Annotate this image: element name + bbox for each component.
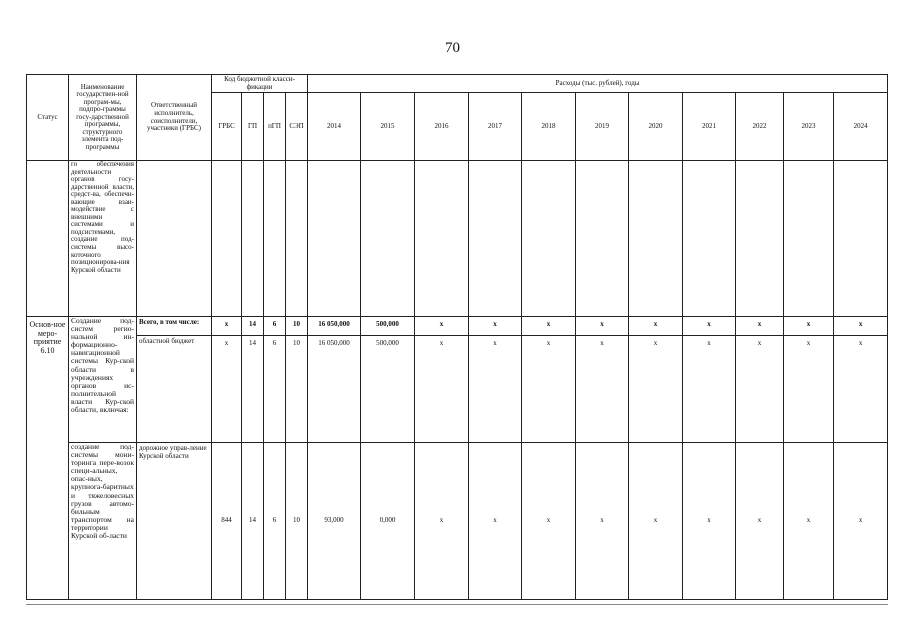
table-row-continuation [27,161,888,317]
header-year-2021: 2021 [683,93,736,161]
responsible-total: Всего, в том числе: [137,317,212,336]
code-cell: 14 [242,443,264,600]
value-cell: х [576,317,629,336]
header-code-sep: СЭП [286,93,308,161]
value-cell: х [522,317,576,336]
code-cell: 14 [242,336,264,443]
code-cell: 10 [286,443,308,600]
value-cell: х [784,443,834,600]
value-cell: х [683,317,736,336]
value-cell: х [415,443,469,600]
header-code-grbs: ГРБС [212,93,242,161]
responsible-regional: областной бюджет [137,336,212,443]
code-cell: 6 [264,336,286,443]
value-cell: х [834,336,888,443]
program-name-cell: го обеспечения деятельности органов госу-дарственной власти, средст-ва, обеспечи-вающие взаи-модействие с внешними системами и подсистемами, создание под-системы высо-коточного позиционирова-ния Курской области [69,161,137,317]
value-cell: 93,000 [308,443,361,600]
code-cell: 10 [286,336,308,443]
table-row-total [27,317,888,336]
value-cell: 0,000 [361,443,415,600]
header-responsible: Ответственный исполнитель, соисполнители, участники (ГРБС) [137,75,212,161]
value-cell: х [576,443,629,600]
header-year-2020: 2020 [629,93,683,161]
value-cell: х [469,336,522,443]
status-cell [27,161,69,317]
value-cell: х [736,443,784,600]
header-code-gp: ГП [242,93,264,161]
header-program-name: Наименование государствен-ной програм-мы, подпро-граммы госу-дарственной программы, структурного элемента под-программы [69,75,137,161]
table-row-submeasure [27,443,888,600]
budget-table [26,74,888,600]
header-year-2015: 2015 [361,93,415,161]
value-cell: х [834,443,888,600]
value-cell: х [629,317,683,336]
code-cell: 6 [264,443,286,600]
header-budget-code: Код бюджетной класси-фикации [212,75,308,93]
program-name-cell: создание под-системы мони-торинга пере-возок специ-альных, опас-ных, крупнога-баритных и тяжеловесных грузов автомо-бильным транспортом на территории Курской об-ласти [69,443,137,600]
header-year-2023: 2023 [784,93,834,161]
value-cell: х [629,336,683,443]
code-cell: 844 [212,443,242,600]
responsible-cell [137,161,212,317]
value-cell: х [736,336,784,443]
value-cell: х [834,317,888,336]
header-year-2017: 2017 [469,93,522,161]
value-cell: 500,000 [361,317,415,336]
header-expenses: Расходы (тыс. рублей), годы [308,75,888,93]
header-year-2014: 2014 [308,93,361,161]
header-year-2022: 2022 [736,93,784,161]
program-name-cell: Создание под-систем регио-нальной ин-формационно-навигационной системы Кур-ской области в учреждениях органов ис-полнительной власти Кур-ской области, включая: [69,317,137,443]
value-cell: х [683,443,736,600]
value-cell: х [415,336,469,443]
value-cell: х [469,443,522,600]
responsible-cell: дорожное управ-ление Курской области [137,443,212,600]
value-cell: х [522,443,576,600]
value-cell: 16 050,000 [308,317,361,336]
header-year-2016: 2016 [415,93,469,161]
header-year-2018: 2018 [522,93,576,161]
header-code-pgp: пГП [264,93,286,161]
table-row-regional [27,336,888,443]
header-year-2024: 2024 [834,93,888,161]
value-cell: х [736,317,784,336]
value-cell: 500,000 [361,336,415,443]
code-cell: 6 [264,317,286,336]
value-cell: 16 050,000 [308,336,361,443]
status-cell [27,317,69,600]
value-cell: х [683,336,736,443]
value-cell: х [784,317,834,336]
header-row-1 [27,75,888,93]
value-cell: х [576,336,629,443]
value-cell: х [415,317,469,336]
code-cell: 10 [286,317,308,336]
value-cell: х [629,443,683,600]
code-cell: х [212,317,242,336]
code-cell: х [212,336,242,443]
page-number: 70 [445,40,460,56]
code-cell: 14 [242,317,264,336]
value-cell: х [522,336,576,443]
header-year-2019: 2019 [576,93,629,161]
page-divider [26,604,888,605]
value-cell: х [784,336,834,443]
header-status: Статус [27,75,69,161]
value-cell: х [469,317,522,336]
measure-status: Основ-ное меро-приятие 6.10 [29,320,66,355]
